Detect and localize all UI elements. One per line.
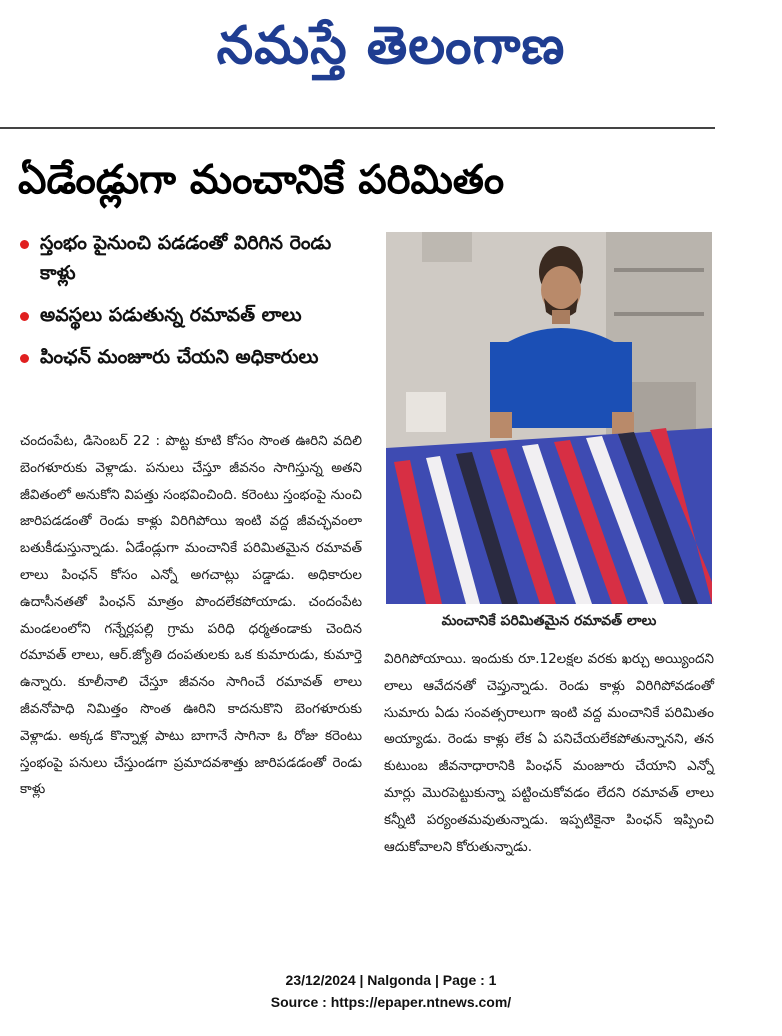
body-paragraph: చందంపేట, డిసెంబర్ 22 : పొట్ట కూటి కోసం సొంత ఊరిని వదిలి బెంగళూరుకు వెళ్లాడు. పనులు చేస్తూ జీవనం సాగిస్తున్న అతని జీవితంలో అనుకోని విపత్తు సంభవించింది. కరెంటు స్తంభంపై నుంచి జారిపడడంతో రెండు కాళ్లు విరిగిపోయి ఇంటి వద్ద జీవచ్ఛవంలా బతుకీడుస్తున్నాడు. ఏడేండ్లుగా మంచానికే పరిమితమైన రమావత్ లాలు పింఛన్ కోసం ఎన్నో అగచాట్లు పడ్డాడు. అధికారుల ఉదాసీనతతో పింఛన్ మాత్రం పొందలేకపోయాడు. చందంపేట మండలంలోని గన్నేర్లపల్లి గ్రామ పరిధి ధర్మతండాకు చెందిన రమావత్ లాలు, ఆర్.జ్యోతి దంపతులకు ఒక కుమారుడు, కుమార్తె ఉన్నారు. కూలీనాలి చేస్తూ జీవనం సాగించే రమావత్ లాలు జీవనోపాధి నిమిత్తం సొంత ఊరిని కాదనుకొని బెంగళూరుకు వెళ్లాడు. అక్కడ కొన్నాళ్ల పాటు బాగానే సాగినా ఓ రోజు కరెంటు స్తంభంపై పనులు చేస్తుండగా ప్రమాదవశాత్తు జారిపడడంతో రెండు కాళ్లు (20, 433, 362, 798)
header-divider (0, 127, 715, 129)
bullet-dot-icon (20, 354, 29, 363)
footer-source: Source : https://epaper.ntnews.com/ (270, 994, 512, 1010)
masthead (0, 0, 782, 100)
bullet-text: పింఛన్ మంజూరు చేయని అధికారులు (40, 346, 319, 368)
bullet-text: స్తంభం పైనుంచి పడడంతో విరిగిన రెండు కాళ్లు (40, 232, 332, 284)
bullet-item (20, 342, 370, 372)
bullet-dot-icon (20, 312, 29, 321)
footer-date-edition: 23/12/2024 | Nalgonda | Page : 1 (285, 972, 497, 988)
body-paragraph: విరిగిపోయాయి. ఇందుకు రూ.12లక్షల వరకు ఖర్చు అయ్యిందని లాలు ఆవేదనతో చెప్తున్నాడు. రెండు కాళ్లు విరిగిపోవడంతో సుమారు ఏడు సంవత్సరాలుగా ఇంటి వద్ద మంచానికే పరిమితం అయ్యాడు. రెండు కాళ్లు లేక ఏ పనిచేయలేకపోతున్నానని, తన కుటుంబ జీవనాధారానికి పింఛన్ మంజూరు చేయాని ఎన్నో మార్లు మొరపెట్టుకున్నా పట్టించుకోవడం లేదని రమావత్ లాలు కన్నీటి పర్యంతమవుతున్నాడు. ఇప్పటికైనా పింఛన్ ఇప్పించి ఆదుకోవాలని కోరుతున్నాడు. (384, 651, 714, 855)
article-headline: ఏడేండ్లుగా మంచానికే పరిమితం (18, 157, 505, 203)
article-body-right (384, 646, 714, 860)
bullet-list (20, 228, 370, 384)
photo-illustration (386, 232, 712, 604)
article-body-left (20, 428, 362, 803)
bullet-item (20, 300, 370, 330)
bullet-item (20, 228, 370, 288)
newspaper-logo: నమస్తే తెలంగాణ (216, 16, 566, 76)
photo-caption: మంచానికే పరిమితమైన రమావత్ లాలు (441, 613, 657, 629)
article-photo (386, 232, 712, 604)
bullet-dot-icon (20, 240, 29, 249)
bullet-text: అవస్థలు పడుతున్న రమావత్ లాలు (40, 304, 302, 326)
